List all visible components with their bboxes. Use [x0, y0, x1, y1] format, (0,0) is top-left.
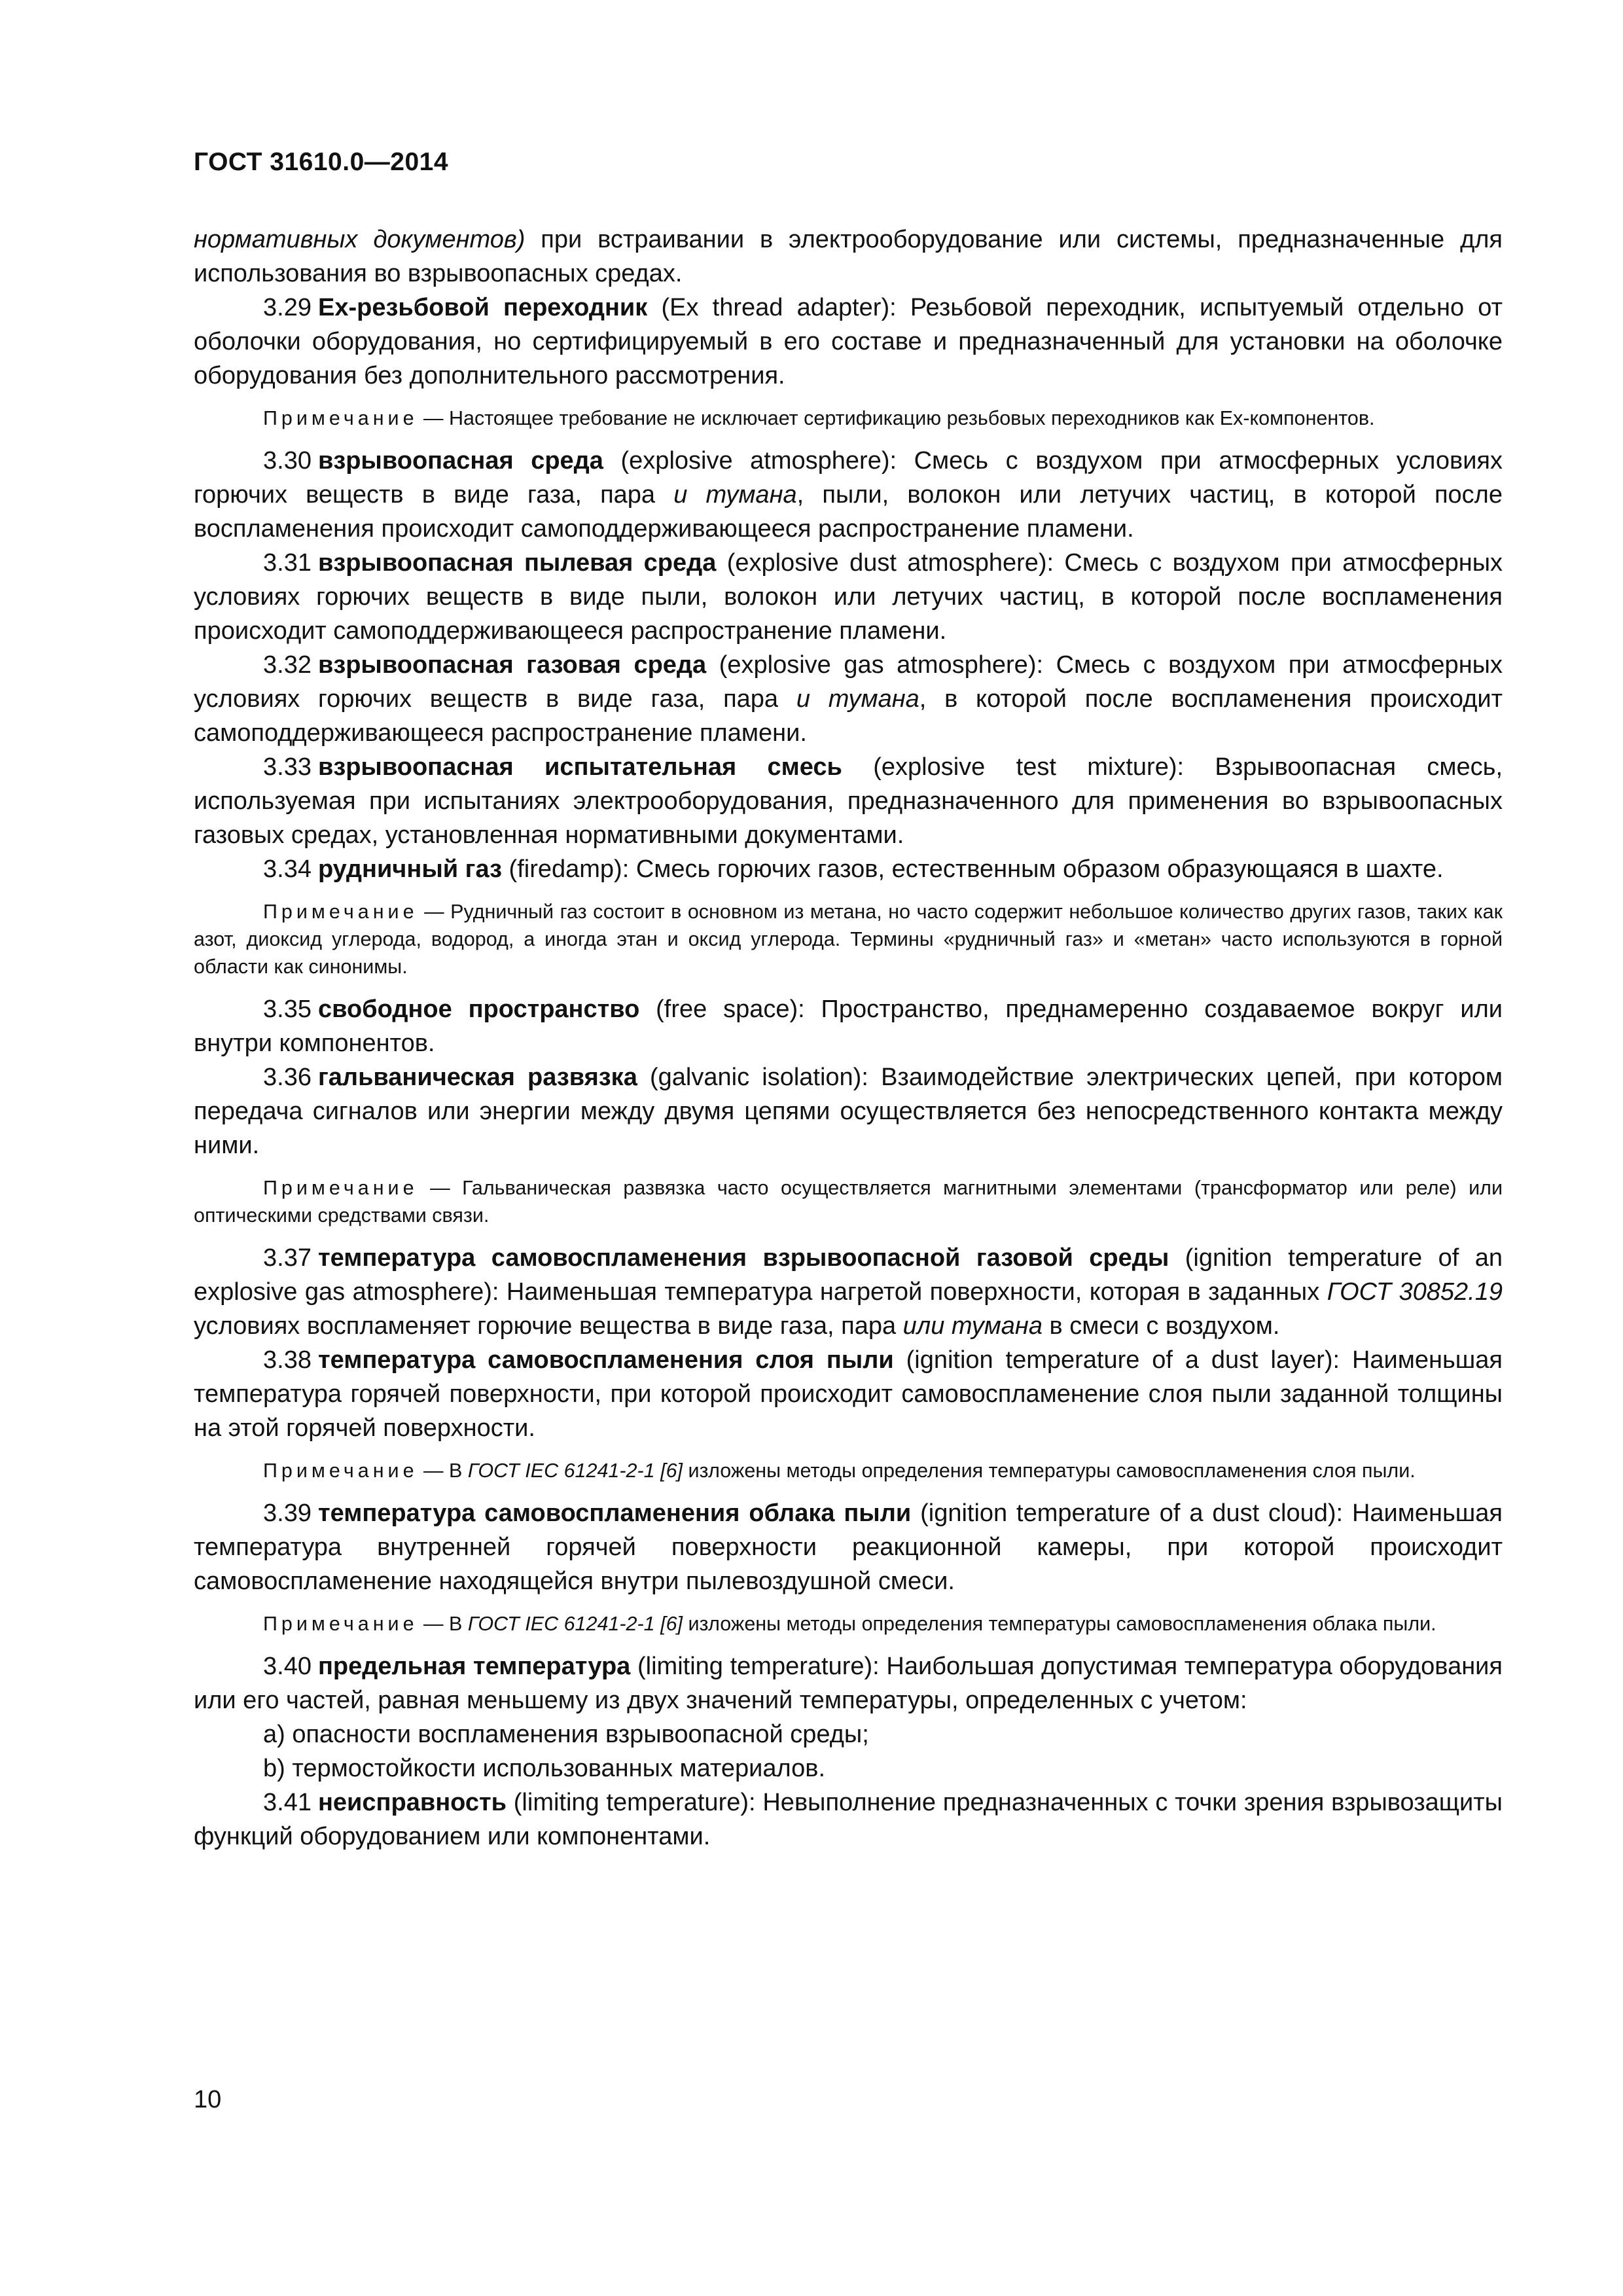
- term-number: 3.40: [263, 1653, 312, 1680]
- term-number: 3.36: [263, 1064, 312, 1091]
- term-number: 3.29: [263, 294, 312, 321]
- term-number: 3.30: [263, 447, 312, 475]
- term-name: Ex-резьбовой переходник: [317, 294, 648, 321]
- term-definition: (explosive dust atmosphere): Смесь с воздухом при атмосферных условиях горючих веществ в виде пыли, волокон или летучих частиц, в которой после воспламенения происходит самоподдерживающееся распространение пламени.: [194, 549, 1503, 645]
- document-body: [194, 223, 1503, 1854]
- term-definition: (explosive gas atmosphere): Смесь с воздухом при атмосферных условиях горючих веществ в виде газа, пара: [194, 651, 1503, 713]
- italic-ref: ГОСТ 30852.19: [1327, 1278, 1503, 1306]
- note-3-38: [194, 1457, 1503, 1484]
- note-dash: —: [418, 901, 451, 923]
- term-number: 3.41: [263, 1789, 312, 1816]
- note-dash: —: [418, 1177, 463, 1199]
- term-3-36: [194, 1060, 1503, 1162]
- list-item-a: a) опасности воспламенения взрывоопасной среды;: [263, 1721, 869, 1748]
- term-name: температура самовоспламенения слоя пыли: [317, 1346, 894, 1374]
- note-label: Примечание: [263, 901, 418, 923]
- term-definition: (galvanic isolation): Взаимодействие электрических цепей, при котором передача сигналов или энергии между двумя цепями осуществляется без непосредственного контакта между ними.: [194, 1064, 1503, 1159]
- note-dash: —: [418, 1613, 449, 1635]
- note-dash: —: [418, 407, 449, 429]
- term-3-31: [194, 546, 1503, 648]
- term-3-41: [194, 1785, 1503, 1854]
- list-item-b: b) термостойкости использованных материалов.: [263, 1755, 826, 1782]
- term-definition: (explosive test mixture): Взрывоопасная смесь, используемая при испытаниях электрооборудования, предназначенного для применения во взрывоопасных газовых средах, установленная нормативными документами.: [194, 753, 1503, 849]
- note-text: В: [449, 1460, 468, 1482]
- term-3-34: [194, 852, 1503, 886]
- term-name: гальваническая развязка: [317, 1064, 637, 1091]
- note-3-29: [194, 404, 1503, 432]
- term-definition: (limiting temperature): Невыполнение предназначенных с точки зрения взрывозащиты функций оборудованием или компонентами.: [194, 1789, 1503, 1850]
- term-number: 3.34: [263, 855, 312, 883]
- note-text: Настоящее требование не исключает сертификацию резьбовых переходников как Ex-компонентов.: [449, 407, 1375, 429]
- term-definition-cont: условиях воспламеняет горючие вещества в виде газа, пара: [194, 1312, 903, 1340]
- note-label: Примечание: [263, 1613, 418, 1635]
- italic-ref: ГОСТ IEC 61241-2-1 [6]: [467, 1613, 683, 1635]
- term-3-33: [194, 750, 1503, 852]
- term-3-29: [194, 291, 1503, 393]
- note-text: В: [449, 1613, 468, 1635]
- term-definition-cont: , в которой после воспламенения происходит самоподдерживающееся распространение пламени.: [194, 685, 1503, 747]
- italic-text: или тумана: [902, 1312, 1043, 1340]
- term-3-40: [194, 1649, 1503, 1717]
- term-definition: (limiting temperature): Наибольшая допустимая температура оборудования или его частей, равная меньшему из двух значений температуры, определенных с учетом:: [194, 1653, 1503, 1714]
- note-label: Примечание: [263, 1460, 418, 1482]
- term-name: температура самовоспламенения взрывоопасной газовой среды: [317, 1244, 1169, 1272]
- note-text-cont: изложены методы определения температуры самовоспламенения слоя пыли.: [683, 1460, 1416, 1482]
- term-name: взрывоопасная газовая среда: [317, 651, 707, 679]
- note-label: Примечание: [263, 1177, 418, 1199]
- italic-ref: нормативных документов): [194, 226, 526, 253]
- term-3-32: [194, 648, 1503, 750]
- term-3-37: [194, 1241, 1503, 1343]
- term-definition-cont: , пыли, волокон или летучих частиц, в которой после воспламенения происходит самоподдерживающееся распространение пламени.: [194, 481, 1503, 543]
- note-text-cont: изложены методы определения температуры самовоспламенения облака пыли.: [683, 1613, 1436, 1635]
- term-number: 3.37: [263, 1244, 312, 1272]
- page-number: 10: [194, 2086, 222, 2113]
- term-name: свободное пространство: [317, 996, 640, 1023]
- italic-ref: ГОСТ IEC 61241-2-1 [6]: [467, 1460, 683, 1482]
- term-name: предельная температура: [317, 1653, 631, 1680]
- note-3-34: [194, 898, 1503, 980]
- term-definition: (ignition temperature of a dust layer): Наименьшая температура горячей поверхности, при которой происходит самовоспламенение слоя пыли заданной толщины на этой горячей поверхности.: [194, 1346, 1503, 1442]
- note-dash: —: [418, 1460, 449, 1482]
- term-name: температура самовоспламенения облака пыли: [317, 1499, 912, 1527]
- italic-text: и тумана: [673, 481, 797, 509]
- note-text: Гальваническая развязка часто осуществляется магнитными элементами (трансформатор или реле) или оптическими средствами связи.: [194, 1177, 1503, 1227]
- term-name: взрывоопасная среда: [317, 447, 603, 475]
- term-name: взрывоопасная пылевая среда: [317, 549, 717, 577]
- term-number: 3.33: [263, 753, 312, 781]
- term-name: взрывоопасная испытательная смесь: [317, 753, 842, 781]
- term-3-35: [194, 992, 1503, 1060]
- term-definition: (explosive atmosphere): Смесь с воздухом при атмосферных условиях горючих веществ в виде газа, пара: [194, 447, 1503, 509]
- term-definition-end: в смеси с воздухом.: [1042, 1312, 1280, 1340]
- term-3-30: [194, 444, 1503, 546]
- note-label: Примечание: [263, 407, 418, 429]
- note-3-36: [194, 1174, 1503, 1229]
- italic-text: и тумана: [796, 685, 919, 713]
- term-number: 3.39: [263, 1499, 312, 1527]
- term-definition: (ignition temperature of an explosive gas atmosphere): Наименьшая температура нагретой поверхности, которая в заданных: [194, 1244, 1503, 1306]
- term-name: рудничный газ: [317, 855, 502, 883]
- term-definition: (ignition temperature of a dust cloud): Наименьшая температура внутренней горячей поверхности реакционной камеры, при которой происходит самовоспламенение находящейся внутри пылевоздушной смеси.: [194, 1499, 1503, 1595]
- paragraph-text: при встраивании в электрооборудование или системы, предназначенные для использования во взрывоопасных средах.: [194, 226, 1503, 287]
- term-number: 3.38: [263, 1346, 312, 1374]
- paragraph-intro: [194, 223, 1503, 291]
- document-header: ГОСТ 31610.0—2014: [194, 148, 449, 176]
- note-text: Рудничный газ состоит в основном из метана, но часто содержит небольшое количество других газов, таких как азот, диоксид углерода, водород, а иногда этан и оксид углерода. Термины «рудничный газ» и «метан» часто используются в горной области как синонимы.: [194, 901, 1503, 978]
- term-3-39: [194, 1496, 1503, 1598]
- note-3-39: [194, 1610, 1503, 1638]
- term-number: 3.31: [263, 549, 312, 577]
- term-3-38: [194, 1343, 1503, 1445]
- term-number: 3.35: [263, 996, 312, 1023]
- term-definition: (free space): Пространство, преднамеренно создаваемое вокруг или внутри компонентов.: [194, 996, 1503, 1057]
- term-name: неисправность: [317, 1789, 507, 1816]
- term-definition: (Ex thread adapter): Резьбовой переходник, испытуемый отдельно от оболочки оборудования, но сертифицируемый в его составе и предназначенный для установки на оболочке оборудования без дополнительного рассмотрения.: [194, 294, 1503, 389]
- term-number: 3.32: [263, 651, 312, 679]
- term-definition: (firedamp): Смесь горючих газов, естественным образом образующаяся в шахте.: [502, 855, 1444, 883]
